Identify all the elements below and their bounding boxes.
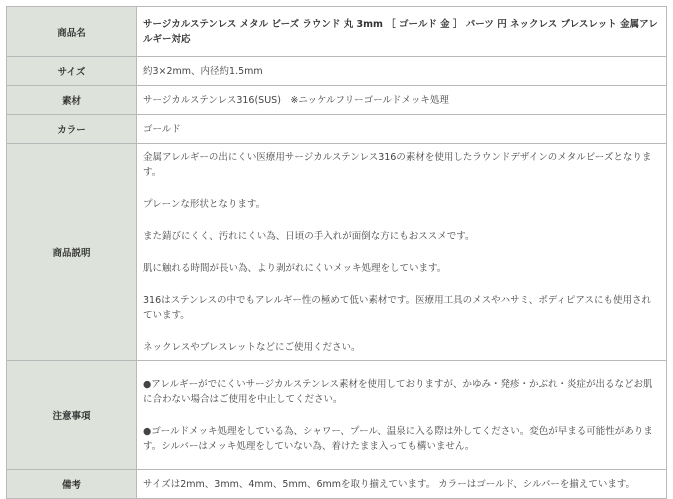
spec-label-notes: 備考 (7, 470, 137, 499)
spec-row-size (7, 57, 667, 86)
spec-label-caution: 注意事項 (7, 361, 137, 470)
description-paragraph: ネックレスやブレスレットなどにご使用ください。 (143, 341, 361, 353)
spec-value-size: 約3×2mm、内径約1.5mm (137, 57, 667, 86)
spec-row-notes (7, 470, 667, 499)
description-paragraph: また錆びにくく、汚れにくい為、日頃の手入れが面倒な方にもおススメです。 (143, 230, 475, 242)
spec-value-color: ゴールド (137, 115, 667, 144)
description-paragraph: 肌に触れる時間が長い為、より剥がれにくいメッキ処理をしています。 (143, 262, 447, 274)
description-paragraph: プレーンな形状となります。 (143, 198, 266, 210)
spec-row-material (7, 86, 667, 115)
caution-paragraph: ●ゴールドメッキ処理をしている為、シャワー、プール、温泉に入る際は外してください。変色が早まる可能性があります。シルバーはメッキ処理をしていない為、着けたまま入っても構いません。 (143, 425, 653, 452)
spec-value-material: サージカルステンレス316(SUS) ※ニッケルフリーゴールドメッキ処理 (137, 86, 667, 115)
spec-row-product-name (7, 7, 667, 57)
spec-label-description: 商品説明 (7, 144, 137, 361)
caution-paragraph: ●アレルギーがでにくいサージカルステンレス素材を使用しておりますが、かゆみ・発疹・かぶれ・炎症が出るなどお肌に合わない場合はご使用を中止してください。 (143, 378, 653, 405)
spec-row-caution (7, 361, 667, 470)
spec-label-size: サイズ (7, 57, 137, 86)
spec-label-product-name: 商品名 (7, 7, 137, 57)
spec-value-description (137, 144, 667, 361)
spec-row-color (7, 115, 667, 144)
description-paragraph: 316はステンレスの中でもアレルギー性の極めて低い素材です。医療用工具のメスやハサミ、ボディピアスにも使用されています。 (143, 294, 652, 321)
spec-value-caution (137, 361, 667, 470)
spec-value-notes: サイズは2mm、3mm、4mm、5mm、6mmを取り揃えています。 カラーはゴールド、シルバーを揃えています。 (137, 470, 667, 499)
spec-value-product-name: サージカルステンレス メタル ビーズ ラウンド 丸 3mm ［ ゴールド 金 ］ パーツ 円 ネックレス ブレスレット 金属アレルギー対応 (137, 7, 667, 57)
spec-label-material: 素材 (7, 86, 137, 115)
spec-label-color: カラー (7, 115, 137, 144)
product-spec-table (6, 6, 667, 499)
spec-row-description (7, 144, 667, 361)
description-paragraph: 金属アレルギーの出にくい医療用サージカルステンレス316の素材を使用したラウンドデザインのメタルビーズとなります。 (143, 151, 652, 178)
